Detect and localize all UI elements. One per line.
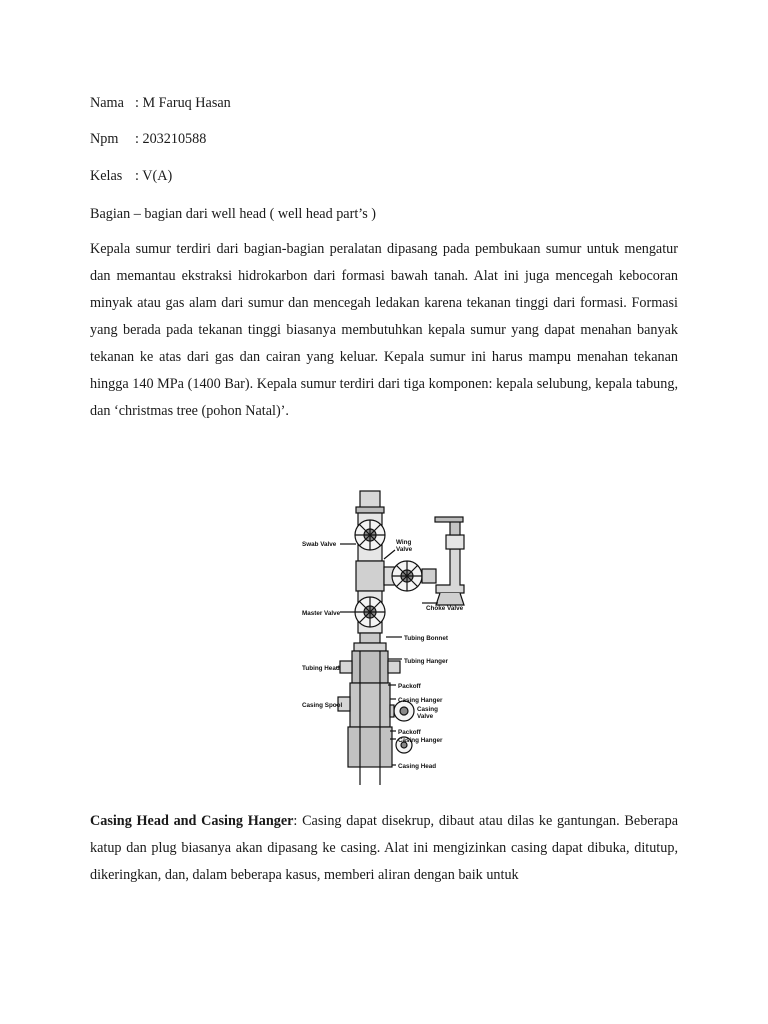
npm-row: [90, 130, 206, 148]
label-casing-valve-2: Valve: [417, 713, 434, 720]
tubing-head: [352, 651, 388, 683]
label-choke-valve: Choke Valve: [426, 605, 464, 612]
casing-paragraph: [90, 808, 678, 889]
choke-valve-body: [436, 549, 464, 593]
kelas-row: [90, 167, 172, 185]
kelas-label: Kelas: [90, 168, 123, 184]
name-value: : M Faruq Hasan: [135, 95, 231, 111]
label-casing-hanger-1: Casing Hanger: [398, 697, 443, 704]
label-wing-valve-1: Wing: [396, 539, 412, 546]
npm-value: : 203210588: [135, 131, 207, 147]
section-title: Bagian – bagian dari well head ( well head part’s ): [90, 206, 377, 222]
casing-spool: [350, 683, 390, 727]
label-master-valve: Master Valve: [302, 610, 341, 617]
label-casing-valve-1: Casing: [417, 706, 438, 713]
kelas-value: : V(A): [135, 168, 173, 184]
name-label: Nama: [90, 95, 124, 111]
intro-paragraph: Kepala sumur terdiri dari bagian-bagian peralatan dipasang pada pembukaan sumur untuk mengatur dan memantau ekstraksi hidrokarbon dari formasi bawah tanah. Alat ini juga mencegah kebocoran minyak atau gas alam dari sumur dan mencegah ledakan karena tekanan tinggi dari formasi. Formasi yang berada pada tekanan tinggi biasanya membutuhkan kepala sumur yang dapat menahan banyak tekanan ke atas dari gas dan cairan yang keluar. Kepala sumur ini harus mampu menahan tekanan hingga 140 MPa (1400 Bar). Kepala sumur terdiri dari tiga komponen: kepala selubung, kepala tabung, dan ‘christmas tree (pohon Natal)’.: [90, 241, 678, 419]
wellhead-diagram: [300, 487, 480, 789]
label-casing-head: Casing Head: [398, 763, 437, 770]
top-cap: [360, 491, 380, 509]
name-row: [90, 94, 231, 112]
label-swab-valve: Swab Valve: [302, 541, 337, 548]
npm-label: Npm: [90, 131, 119, 147]
label-tubing-hanger: Tubing Hanger: [404, 658, 448, 665]
label-packoff-2: Packoff: [398, 729, 421, 736]
label-tubing-bonnet: Tubing Bonnet: [404, 635, 448, 642]
label-casing-spool: Casing Spool: [302, 702, 343, 709]
casing-head: [348, 727, 392, 767]
label-packoff-1: Packoff: [398, 683, 421, 690]
label-casing-hanger-2: Casing Hanger: [398, 737, 443, 744]
casing-heading: Casing Head and Casing Hanger: [90, 813, 294, 829]
casing-text: : Casing dapat disekrup, dibaut atau dilas ke gantungan. Beberapa katup dan plug biasanya akan dipasang ke casing. Alat ini mengizinkan casing dapat dibuka, ditutup, dikeringkan, dan, dalam beberapa kasus, memberi aliran dengan baik untuk: [90, 813, 678, 883]
label-wing-valve-2: Valve: [396, 546, 413, 553]
label-tubing-head: Tubing Head: [302, 665, 340, 672]
wellhead-diagram-svg: [300, 487, 480, 789]
